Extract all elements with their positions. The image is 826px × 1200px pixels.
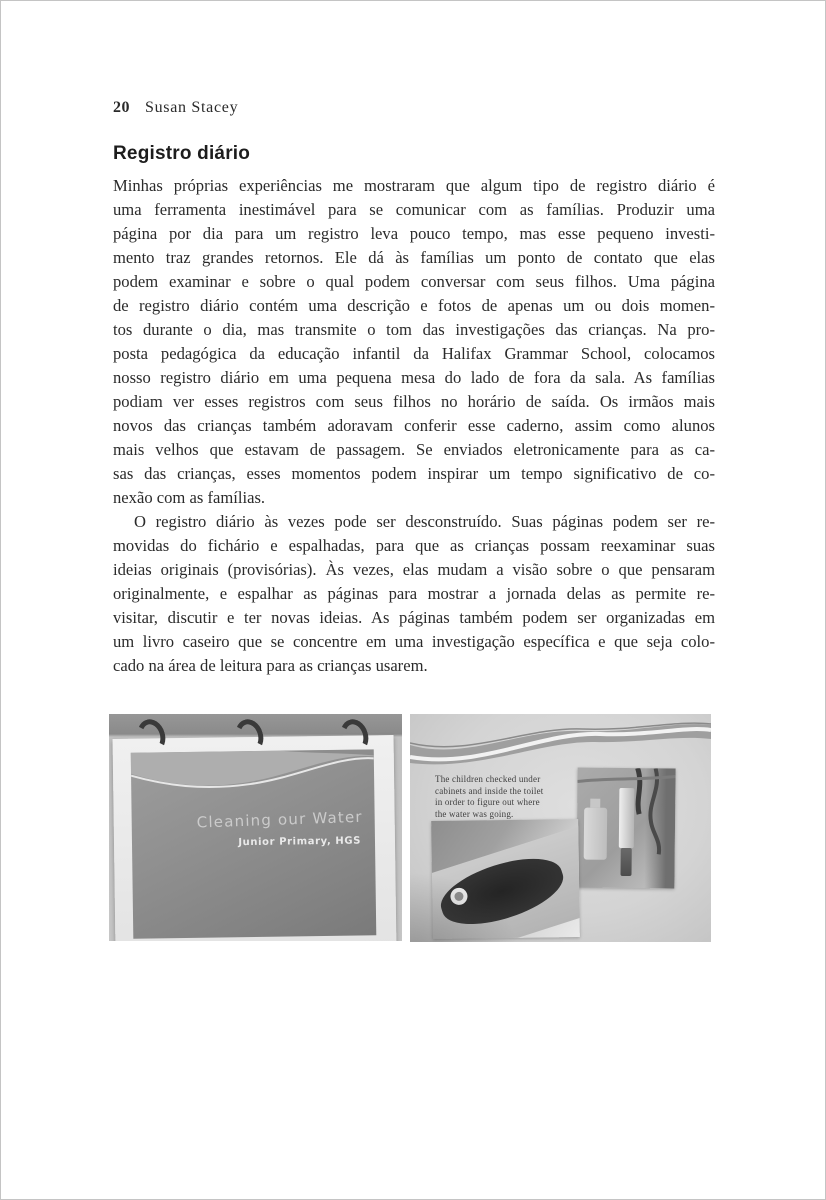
hose-lines-icon (576, 767, 675, 888)
body-line: nexão com as famílias. (113, 488, 266, 507)
caption-line: in order to figure out where (435, 797, 540, 807)
figure-row (109, 714, 711, 942)
body-line: posta pedagógica da educação infantil da Halifax Grammar School, colocamos (113, 344, 715, 363)
paragraph-2 (113, 510, 715, 678)
journal-cover (131, 749, 377, 938)
body-line: página por dia para um registro leva pouco tempo, mas esse pequeno investi- (113, 224, 715, 243)
body-line: visitar, discutir e ter novas ideias. As páginas também podem ser organizadas em (113, 608, 715, 627)
binder-page (113, 735, 397, 941)
journal-cover-title: Cleaning our Water (196, 807, 363, 832)
body-line: movidas do fichário e espalhadas, para que as crianças possam reexaminar suas (113, 536, 715, 555)
figure-left-photo (109, 714, 402, 941)
section-heading: Registro diário (113, 143, 251, 164)
photo-caption (435, 774, 557, 820)
body-line: mento traz grandes retornos. Ele dá às famílias um ponto de contato que elas (113, 248, 715, 267)
body-line: O registro diário às vezes pode ser desconstruído. Suas páginas podem ser re- (134, 512, 715, 531)
paragraph-1 (113, 174, 715, 510)
wave-graphic-icon (131, 749, 375, 804)
figure-right-photo (410, 714, 711, 942)
body-line: Minhas próprias experiências me mostraram que algum tipo de registro diário é (113, 176, 715, 195)
page-number: 20 (113, 99, 130, 116)
body-line: podem examinar e sobre o qual podem conversar com seus filhos. Uma página (113, 272, 715, 291)
caption-line: cabinets and inside the toilet (435, 785, 544, 796)
body-line: ideias originais (provisórias). Às vezes, elas mudam a visão sobre o que pensaram (113, 560, 715, 579)
body-line: de registro diário contém uma descrição e fotos de apenas um ou dois momen- (113, 296, 715, 315)
caption-line: The children checked under (435, 774, 541, 784)
page-curl-shadow (410, 872, 520, 942)
running-head-author: Susan Stacey (145, 99, 239, 116)
body-line: tos durante o dia, mas transmite o tom das investigações das crianças. Na pro- (113, 320, 715, 339)
body-line: cado na área de leitura para as crianças usarem. (113, 656, 428, 675)
body-text (113, 174, 715, 678)
body-line: podiam ver esses registros com seus filhos no horário de saída. Os irmãos mais (113, 392, 715, 411)
caption-line: the water was going. (435, 808, 514, 819)
body-line: novos das crianças também adoravam conferir esse caderno, assim como alunos (113, 416, 715, 435)
body-line: uma ferramenta inestimável para se comunicar com as famílias. Produzir uma (113, 200, 715, 219)
running-head (113, 99, 238, 117)
journal-cover-subtitle: Junior Primary, HGS (238, 835, 362, 849)
plumbing-photo (576, 767, 675, 888)
body-line: originalmente, e espalhar as páginas para mostrar a jornada delas as permite re- (113, 584, 715, 603)
body-line: sas das crianças, esses momentos podem inspirar um tempo significativo de co- (113, 464, 715, 483)
body-line: mais velhos que estavam de passagem. Se enviados eletronicamente para as ca- (113, 440, 715, 459)
body-line: um livro caseiro que se concentre em uma investigação específica e que seja colo- (113, 632, 715, 651)
body-line: nosso registro diário em uma pequena mesa do lado de fora da sala. As famílias (113, 368, 715, 387)
